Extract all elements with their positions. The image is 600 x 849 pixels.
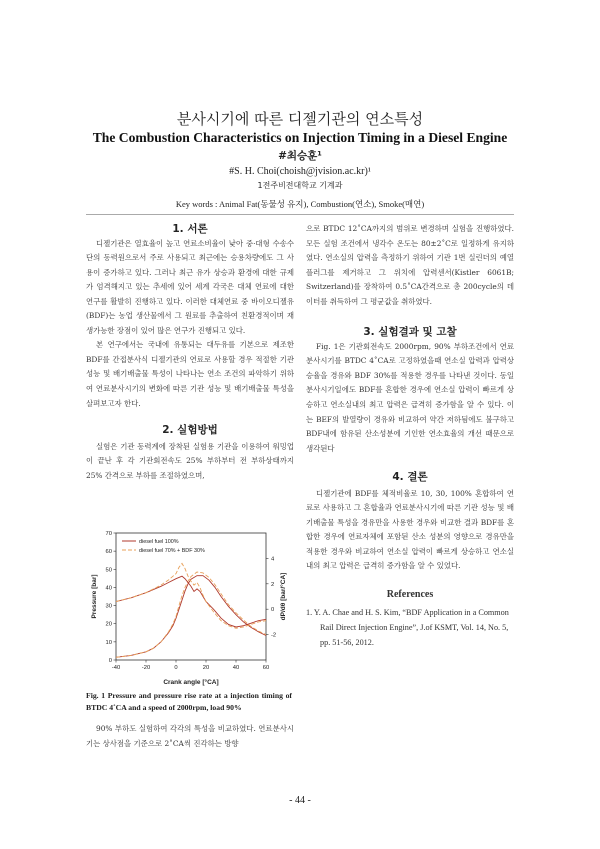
title-korean: 분사시기에 따른 디젤기관의 연소특성 <box>176 110 424 128</box>
section-heading-references: References <box>386 589 434 601</box>
title-english: The Combustion Characteristics on Injection Timing in a Diesel Engine <box>92 130 508 145</box>
y2-tick-label: 0 <box>271 607 275 614</box>
section-heading-results: 3. 실험결과 및 고찰 <box>363 326 457 339</box>
method-paragraph-1: 실험은 기관 동력계에 장착된 실험용 기관을 이용하여 워밍업이 끝난 후 각 기관회전속도 25% 부하부터 전 부하상태까지 25% 간격으로 부하를 조절하였으며, <box>86 441 294 480</box>
section-heading-method: 2. 실험방법 <box>162 424 218 437</box>
y2-axis-label: dP/dθ [bar/°CA] <box>280 572 287 621</box>
y-tick-label: 10 <box>105 639 112 646</box>
reference-item: 1. Y. A. Chae and H. S. Kim, “BDF Application in a Common Rail Direct Injection Engine”, J.of KSMT, Vol. 14, No. 5, pp. 51-56, 2012. <box>306 607 509 647</box>
y-tick-label: 50 <box>105 567 112 574</box>
intro-paragraph-2: 본 연구에서는 국내에 유통되는 대두유를 기본으로 제조한 BDF를 간접분사식 디젤기관의 연료로 사용할 경우 적절한 기관 성능 및 배기배출물 특성이 나타나는 연소 조건의 파악하기 위하여 연료분사시기의 변화에 따른 기관 성능 및 배기배출물 특성을 살펴보고자 한다. <box>86 340 294 408</box>
x-tick-label: 60 <box>262 665 270 671</box>
y-tick-label: 40 <box>105 585 112 592</box>
y-tick-label: 60 <box>105 549 112 556</box>
intro-paragraph-1: 디젤기관은 열효율이 높고 연료소비율이 낮아 중·대형 수송수단의 동력원으로서 주로 사용되고 최근에는 승용차량에도 그 사용이 증가하고 있다. 그러나 최근 유가 상승과 환경에 대한 규제가 엄격해지고 있는 추세에 있어 세계 각국은 대체 연료에 대한 연구를 활발히 진행하고 있다. 이러한 대체연료 중 바이오디젤유(BDF)는 농업 생산물에서 그 원료를 추출하여 친환경적이며 재생가능한 장점이 있어 많은 연구가 진행되고 있다. <box>86 238 294 335</box>
y-tick-label: 30 <box>105 603 112 610</box>
y-tick-label: 0 <box>108 658 112 664</box>
header-divider <box>86 214 514 215</box>
results-paragraph-1: Fig. 1은 기관회전속도 2000rpm, 90% 부하조건에서 연료분사시기를 BTDC 4˚CA로 고정하였을때 연소실 압력과 압력상승율을 경유와 BDF 30%를 적용한 경우를 나타낸 것이다. 동일 분사시기일에도 BDF를 혼합한 경우에 연소실 압력이 빠르게 상승하고 연소실내의 최고 압력은 급격히 증가함을 알 수 있다. 이는 BEF의 발열량이 경유와 비교하여 약간 저하됨에도 불구하고 BDF내에 함유된 산소성분에 기인한 연소효율의 개선 때문으로 생각된다 <box>306 341 514 453</box>
figure-caption: Fig. 1 Pressure and pressure rise rate at a injection timing of BTDC 4˚CA and a speed of 2000rpm, load 90% <box>86 691 292 712</box>
x-tick-label: -40 <box>111 665 121 671</box>
left-column-bottom <box>86 722 294 751</box>
right-column <box>306 222 514 650</box>
y-tick-label: 70 <box>105 531 112 537</box>
conclusion-paragraph-1: 디젤기관에 BDF를 체적비율로 10, 30, 100% 혼합하여 연료로 사용하고 그 혼합율과 연료분사시기에 따른 기관 성능 및 배기배출물 특성을 경유만을 사용한 경우와 비교한 결과 BDF를 혼합한 경우에 연료자체에 포함된 산소 성분의 영향으로 경유만을 적용한 경우와 비교하여 연소실 압력이 빠르게 상승하고 연소실내의 최고 압력은 급격히 증가함을 알 수 있었다. <box>306 488 514 571</box>
y-axis-label: Pressure [bar] <box>91 574 98 619</box>
y2-tick-label: -2 <box>271 632 277 639</box>
pressure-chart <box>86 527 296 687</box>
page-number: - 44 - <box>289 795 311 806</box>
author-english: #S. H. Choi(choish@jvision.ac.kr)¹ <box>229 166 371 177</box>
y2-tick-label: 2 <box>271 581 275 588</box>
author-korean: #최승훈¹ <box>278 150 322 162</box>
left-column <box>86 222 294 483</box>
section-heading-conclusion: 4. 결론 <box>392 471 428 484</box>
y-tick-label: 20 <box>105 621 112 628</box>
legend-label-1: diesel fuel 70% + BDF 30% <box>139 548 205 554</box>
legend-label-0: diesel fuel 100% <box>139 539 179 545</box>
y2-tick-label: 4 <box>271 556 275 563</box>
x-tick-label: 0 <box>174 665 178 671</box>
keywords: Key words : Animal Fat(동물성 유지), Combustion(연소), Smoke(매연) <box>175 199 425 209</box>
x-axis-label: Crank angle [°CA] <box>163 679 219 686</box>
section-heading-intro: 1. 서론 <box>172 223 208 235</box>
method-continuation: 으로 BTDC 12˚CA까지의 범위로 변경하며 실험을 진행하였다. 모든 실험 조건에서 냉각수 온도는 80±2˚C로 일정하게 유지하였다. 연소실의 압력을 측정하기 위하여 기관 1번 실린더의 예열플러그를 제거하고 그 위치에 압력센서(Kistler 6061B; Switzerland)를 장착하여 0.5˚CA간격으로 총 200cycle의 데이터를 취득하여 그 평균값을 취하였다. <box>306 224 514 306</box>
x-tick-label: 40 <box>232 665 240 671</box>
x-tick-label: 20 <box>202 665 210 671</box>
method-paragraph-2: 90% 부하도 실험하여 각각의 특성을 비교하였다. 연료분사시기는 상사점을 기준으로 2˚CA씩 진각하는 방향 <box>86 724 294 748</box>
x-tick-label: -20 <box>141 665 151 671</box>
affiliation: 1전주비전대학교 기계과 <box>257 181 343 190</box>
